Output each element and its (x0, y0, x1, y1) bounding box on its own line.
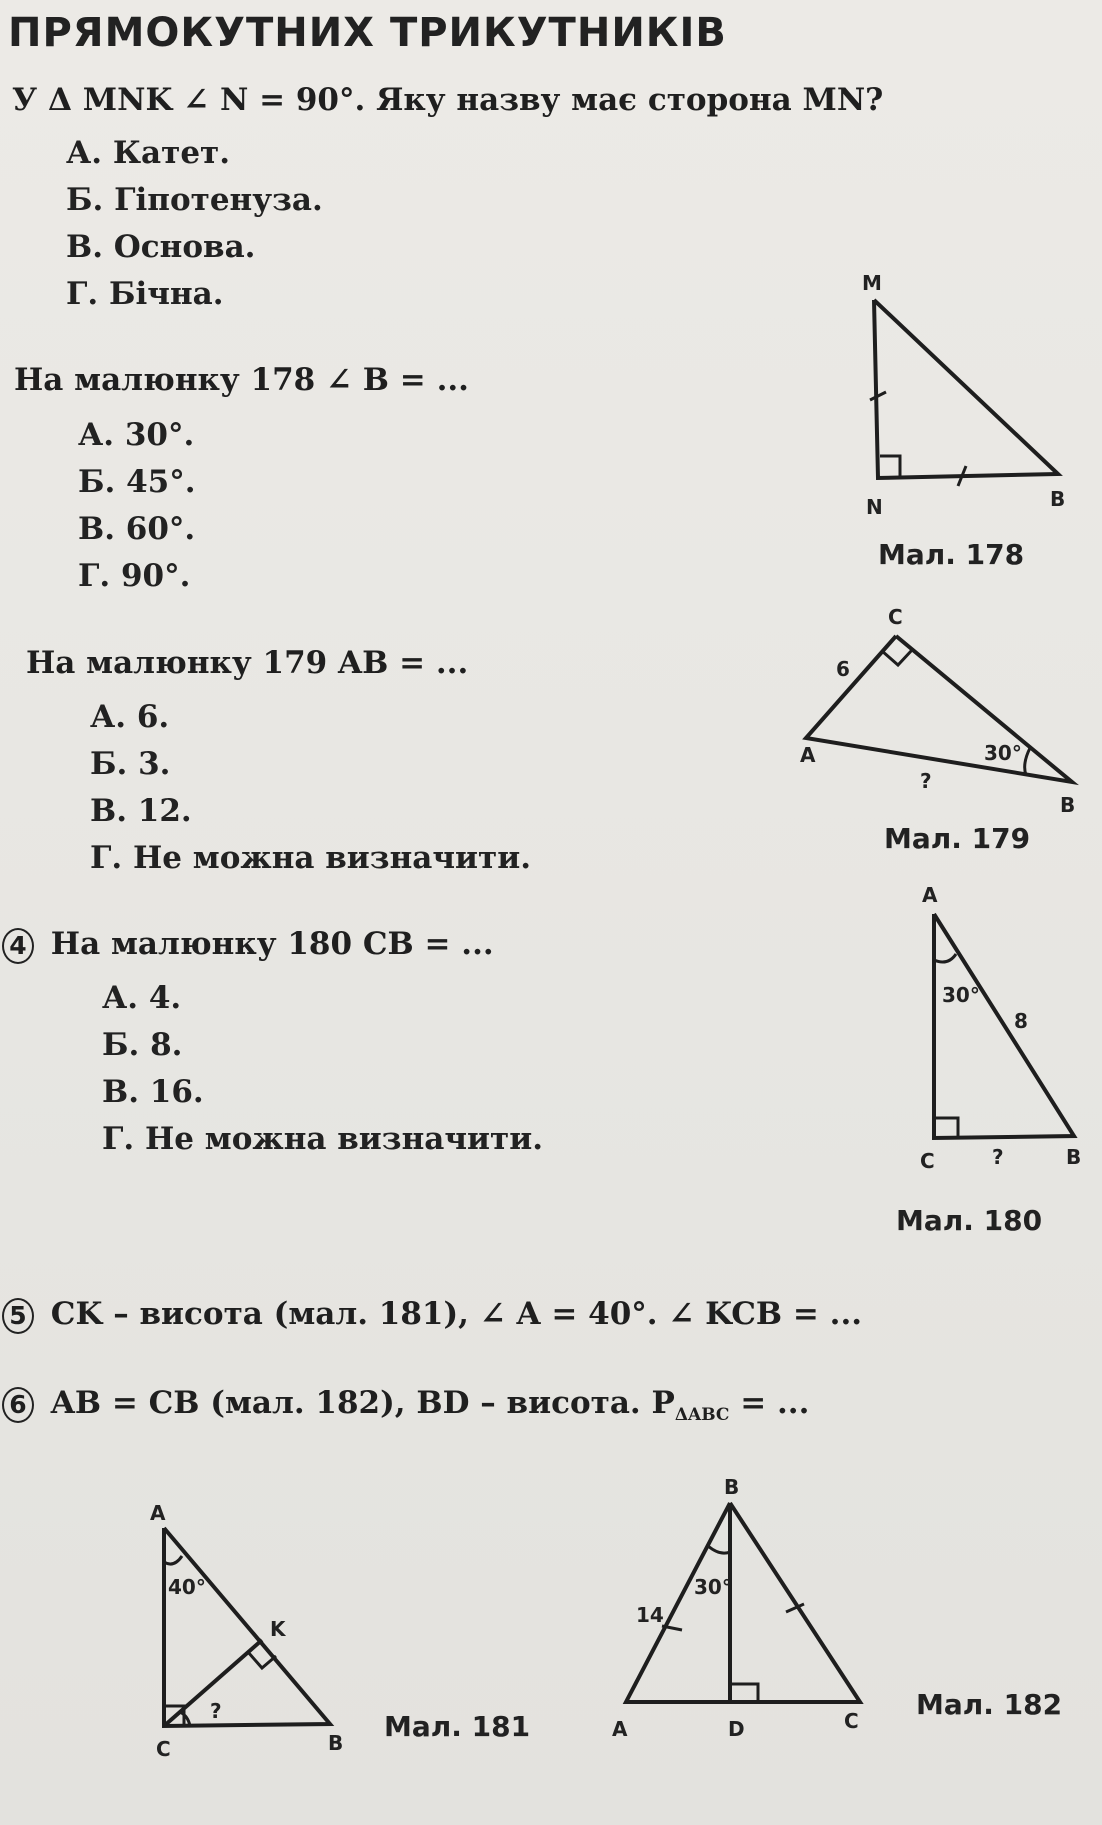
question-3-text: На малюнку 179 AB = ... (26, 645, 469, 681)
vertex-label-c: C (156, 1737, 171, 1761)
option-c[interactable]: В. 60°. (78, 511, 196, 547)
question-6-tail: = ... (729, 1385, 810, 1421)
question-4-text: На малюнку 180 CB = ... (50, 926, 494, 962)
triangle-mnb (874, 300, 1058, 478)
option-d[interactable]: Г. Не можна визначити. (102, 1121, 544, 1157)
option-d[interactable]: Г. 90°. (78, 558, 191, 594)
vertex-label-b: B (1060, 793, 1076, 817)
angle-label: 30° (984, 741, 1022, 765)
vertex-label-d: D (728, 1717, 745, 1741)
vertex-label-c: C (920, 1149, 935, 1173)
figure-178 (870, 300, 1058, 486)
unknown-label: ? (920, 769, 932, 793)
angle-arc (1025, 748, 1030, 775)
question-6-text: AB = CB (мал. 182), BD – висота. P (50, 1385, 675, 1421)
vertex-label-b: B (1066, 1145, 1082, 1169)
question-1-text: У Δ MNK ∠ N = 90°. Яку назву має сторона MN? (12, 82, 884, 118)
vertex-label-a: A (800, 743, 816, 767)
vertex-label-c: C (844, 1709, 859, 1733)
right-angle-mark (880, 456, 900, 476)
figure-180 (934, 914, 1074, 1138)
figure-181 (164, 1528, 330, 1726)
option-b[interactable]: Б. 8. (102, 1027, 183, 1063)
angle-arc (164, 1556, 182, 1564)
vertex-label-b: B (1050, 487, 1066, 511)
unknown-label: ? (210, 1699, 222, 1723)
figure-179-caption: Мал. 179 (884, 822, 1031, 855)
option-c[interactable]: В. Основа. (66, 229, 256, 265)
vertex-label-n: N (866, 495, 883, 519)
option-b[interactable]: Б. 45°. (78, 464, 196, 500)
vertex-label-k: K (270, 1617, 286, 1641)
vertex-label-a: A (922, 883, 938, 907)
angle-label: 30° (942, 983, 980, 1007)
angle-arc (708, 1546, 730, 1553)
option-b[interactable]: Б. 3. (90, 746, 171, 782)
option-d[interactable]: Г. Не можна визначити. (90, 840, 532, 876)
question-5-text: CK – висота (мал. 181), ∠ A = 40°. ∠ KCB = ... (50, 1296, 863, 1332)
side-label: 6 (836, 657, 850, 681)
figure-181-caption: Мал. 181 (384, 1710, 531, 1743)
page-title: ПРЯМОКУТНИХ ТРИКУТНИКІВ (8, 10, 727, 56)
option-a[interactable]: А. 30°. (78, 417, 195, 453)
side-label: 8 (1014, 1009, 1028, 1033)
question-number: 4 (2, 928, 34, 964)
option-a[interactable]: А. 6. (90, 699, 170, 735)
question-number: 6 (2, 1387, 34, 1423)
vertex-label-c: C (888, 605, 903, 629)
question-6-subscript: ΔABC (674, 1405, 730, 1426)
right-angle-mark (732, 1684, 758, 1702)
option-d[interactable]: Г. Бічна. (66, 276, 224, 312)
option-c[interactable]: В. 12. (90, 793, 192, 829)
vertex-label-m: M (862, 271, 882, 295)
triangle-acb (934, 914, 1074, 1138)
angle-label: 40° (168, 1575, 206, 1599)
question-number: 5 (2, 1298, 34, 1334)
figure-178-caption: Мал. 178 (878, 538, 1025, 571)
figure-180-caption: Мал. 180 (896, 1204, 1043, 1237)
unknown-label: ? (992, 1145, 1004, 1169)
vertex-label-b: B (328, 1731, 344, 1755)
vertex-label-b: B (724, 1475, 740, 1499)
question-2-text: На малюнку 178 ∠ B = ... (14, 362, 469, 398)
option-b[interactable]: Б. Гіпотенуза. (66, 182, 323, 218)
right-angle-mark (882, 650, 912, 665)
option-a[interactable]: А. Катет. (66, 135, 231, 171)
vertex-label-a: A (612, 1717, 628, 1741)
figure-182-caption: Мал. 182 (916, 1688, 1063, 1721)
side-label: 14 (636, 1603, 664, 1627)
triangle-acb (164, 1528, 330, 1726)
right-angle-mark (936, 1118, 958, 1136)
angle-label: 30° (694, 1575, 732, 1599)
angle-arc (934, 954, 956, 962)
option-a[interactable]: А. 4. (102, 980, 182, 1016)
vertex-label-a: A (150, 1501, 166, 1525)
option-c[interactable]: В. 16. (102, 1074, 204, 1110)
